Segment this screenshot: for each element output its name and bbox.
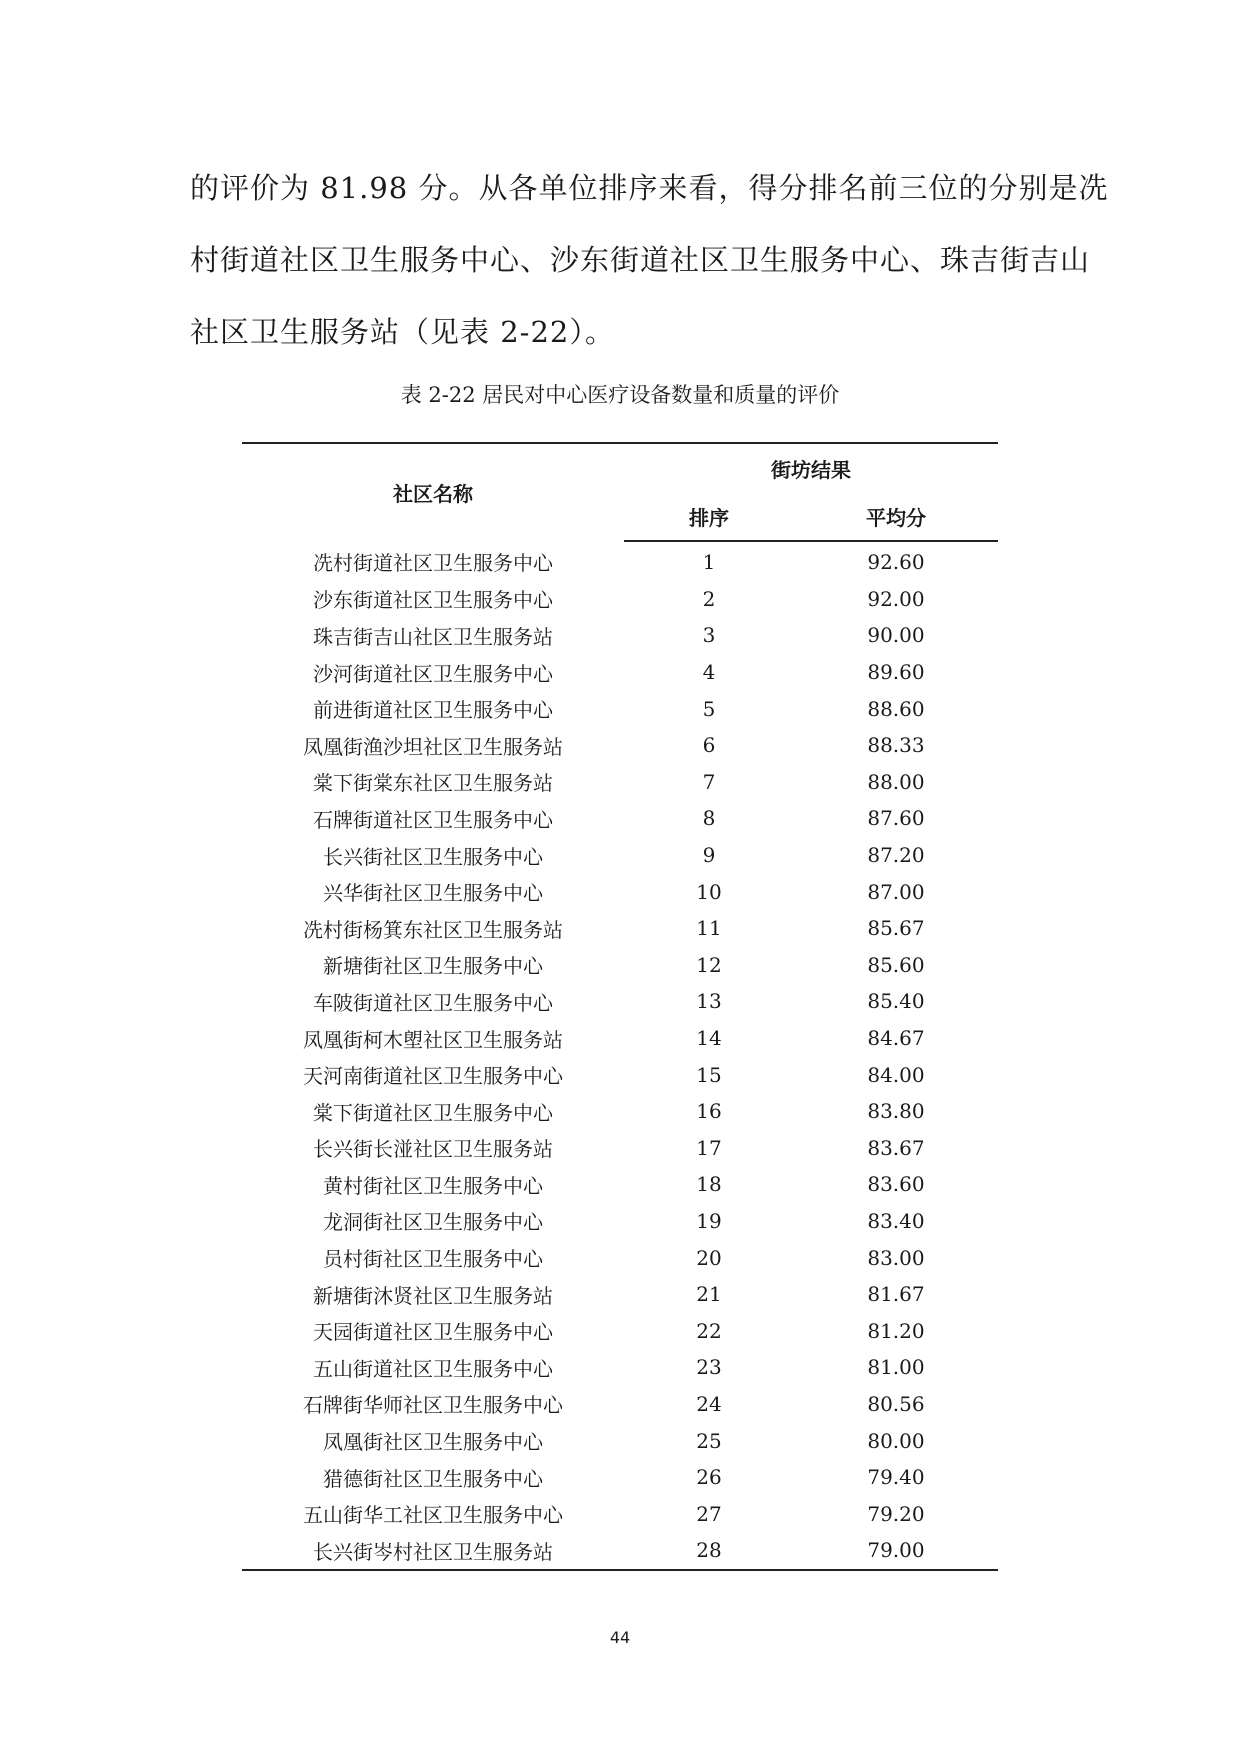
community-name-cell: 兴华街社区卫生服务中心	[323, 881, 543, 906]
rank-cell: 1	[702, 550, 716, 575]
table-row	[242, 1386, 998, 1423]
community-name-cell: 棠下街道社区卫生服务中心	[313, 1100, 553, 1125]
table-row	[242, 1422, 998, 1459]
community-name-cell: 龙洞街社区卫生服务中心	[323, 1210, 543, 1235]
rank-cell: 22	[696, 1318, 722, 1343]
table-row	[242, 1020, 998, 1057]
rank-cell: 4	[702, 660, 716, 685]
community-name-cell: 冼村街杨箕东社区卫生服务站	[303, 917, 563, 942]
rank-cell: 2	[702, 586, 716, 611]
rank-cell: 17	[696, 1135, 722, 1160]
community-name-cell: 沙河街道社区卫生服务中心	[313, 661, 553, 686]
table-row	[242, 1130, 998, 1167]
rank-cell: 8	[702, 806, 716, 831]
average-score-cell: 83.00	[867, 1245, 925, 1270]
community-name-cell: 新塘街沐贤社区卫生服务站	[313, 1283, 553, 1308]
rank-cell: 25	[696, 1428, 722, 1453]
average-score-cell: 88.00	[867, 769, 925, 794]
average-score-cell: 88.33	[867, 733, 925, 758]
average-score-cell: 83.60	[867, 1172, 925, 1197]
community-name-cell: 长兴街岑村社区卫生服务站	[313, 1539, 553, 1564]
rank-cell: 20	[696, 1245, 722, 1270]
table-row	[242, 1093, 998, 1130]
rank-cell: 9	[702, 843, 716, 868]
average-score-cell: 79.40	[867, 1465, 925, 1490]
table-row	[242, 764, 998, 801]
community-name-cell: 凤凰街社区卫生服务中心	[323, 1430, 543, 1455]
average-score-cell: 88.60	[867, 696, 925, 721]
evaluation-table-container	[242, 442, 998, 1571]
community-name-cell: 天园街道社区卫生服务中心	[313, 1320, 553, 1345]
rank-cell: 6	[702, 733, 716, 758]
community-name-cell: 长兴街长湴社区卫生服务站	[313, 1137, 553, 1162]
table-row	[242, 910, 998, 947]
rank-cell: 12	[696, 952, 722, 977]
table-row	[242, 1056, 998, 1093]
header-average-score: 平均分	[794, 492, 998, 541]
community-name-cell: 凤凰街柯木塱社区卫生服务站	[303, 1027, 563, 1052]
table-row	[242, 947, 998, 984]
average-score-cell: 85.67	[867, 916, 925, 941]
community-name-cell: 冼村街道社区卫生服务中心	[313, 551, 553, 576]
table-row	[242, 1349, 998, 1386]
rank-cell: 26	[696, 1465, 722, 1490]
table-row	[242, 541, 998, 581]
rank-cell: 7	[702, 769, 716, 794]
community-name-cell: 前进街道社区卫生服务中心	[313, 698, 553, 723]
average-score-cell: 90.00	[867, 623, 925, 648]
average-score-cell: 87.00	[867, 879, 925, 904]
community-name-cell: 棠下街棠东社区卫生服务站	[313, 771, 553, 796]
table-row	[242, 837, 998, 874]
table-row	[242, 1312, 998, 1349]
paragraph-line: 村街道社区卫生服务中心、沙东街道社区卫生服务中心、珠吉街吉山	[190, 243, 1091, 277]
paragraph-line: 社区卫生服务站（见表 2-22）。	[190, 315, 615, 349]
community-name-cell: 石牌街华师社区卫生服务中心	[303, 1393, 563, 1418]
community-name-cell: 长兴街社区卫生服务中心	[323, 844, 543, 869]
rank-cell: 3	[702, 623, 716, 648]
average-score-cell: 89.60	[867, 660, 925, 685]
average-score-cell: 83.67	[867, 1135, 925, 1160]
table-row	[242, 1495, 998, 1532]
table-row	[242, 873, 998, 910]
paragraph-line: 的评价为 81.98 分。从各单位排序来看，得分排名前三位的分别是冼	[190, 171, 1109, 205]
table-row	[242, 1532, 998, 1570]
table-row	[242, 690, 998, 727]
average-score-cell: 87.60	[867, 806, 925, 831]
community-name-cell: 车陂街道社区卫生服务中心	[313, 990, 553, 1015]
average-score-cell: 79.00	[867, 1538, 925, 1563]
table-row	[242, 1276, 998, 1313]
rank-cell: 18	[696, 1172, 722, 1197]
table-row	[242, 800, 998, 837]
average-score-cell: 81.67	[867, 1282, 925, 1307]
rank-cell: 24	[696, 1391, 722, 1416]
body-paragraph	[190, 152, 1109, 368]
community-name-cell: 石牌街道社区卫生服务中心	[313, 807, 553, 832]
header-community-name: 社区名称	[393, 482, 473, 506]
table-row	[242, 1239, 998, 1276]
rank-cell: 15	[696, 1062, 722, 1087]
average-score-cell: 87.20	[867, 843, 925, 868]
header-street-results: 街坊结果	[771, 457, 851, 482]
rank-cell: 11	[696, 916, 722, 941]
table-caption: 表 2-22 居民对中心医疗设备数量和质量的评价	[400, 383, 840, 407]
average-score-cell: 92.60	[867, 550, 925, 575]
rank-cell: 14	[696, 1026, 722, 1051]
average-score-cell: 83.80	[867, 1099, 925, 1124]
average-score-cell: 85.40	[867, 989, 925, 1014]
community-name-cell: 天河南街道社区卫生服务中心	[303, 1064, 563, 1089]
page-number: 44	[609, 1628, 631, 1647]
community-name-cell: 猎德街社区卫生服务中心	[323, 1466, 543, 1491]
evaluation-table	[242, 442, 998, 1571]
community-name-cell: 珠吉街吉山社区卫生服务站	[313, 624, 553, 649]
rank-cell: 5	[702, 696, 716, 721]
rank-cell: 13	[696, 989, 722, 1014]
average-score-cell: 80.00	[867, 1428, 925, 1453]
average-score-cell: 85.60	[867, 952, 925, 977]
table-body	[242, 541, 998, 1570]
table-row	[242, 617, 998, 654]
average-score-cell: 80.56	[867, 1391, 925, 1416]
table-row	[242, 1166, 998, 1203]
average-score-cell: 92.00	[867, 586, 925, 611]
rank-cell: 23	[696, 1355, 722, 1380]
community-name-cell: 沙东街道社区卫生服务中心	[313, 588, 553, 613]
average-score-cell: 81.20	[867, 1318, 925, 1343]
rank-cell: 27	[696, 1501, 722, 1526]
rank-cell: 28	[696, 1538, 722, 1563]
table-row	[242, 1203, 998, 1240]
table-row	[242, 727, 998, 764]
average-score-cell: 79.20	[867, 1501, 925, 1526]
community-name-cell: 凤凰街渔沙坦社区卫生服务站	[303, 734, 563, 759]
header-rank: 排序	[624, 492, 794, 541]
average-score-cell: 83.40	[867, 1208, 925, 1233]
table-row	[242, 581, 998, 618]
rank-cell: 16	[696, 1099, 722, 1124]
rank-cell: 10	[696, 879, 722, 904]
community-name-cell: 员村街社区卫生服务中心	[323, 1247, 543, 1272]
average-score-cell: 84.00	[867, 1062, 925, 1087]
average-score-cell: 81.00	[867, 1355, 925, 1380]
rank-cell: 19	[696, 1208, 722, 1233]
community-name-cell: 新塘街社区卫生服务中心	[323, 954, 543, 979]
average-score-cell: 84.67	[867, 1026, 925, 1051]
community-name-cell: 五山街道社区卫生服务中心	[313, 1356, 553, 1381]
community-name-cell: 黄村街社区卫生服务中心	[323, 1173, 543, 1198]
table-row	[242, 1459, 998, 1496]
community-name-cell: 五山街华工社区卫生服务中心	[303, 1503, 563, 1528]
rank-cell: 21	[696, 1282, 722, 1307]
table-row	[242, 654, 998, 691]
table-row	[242, 983, 998, 1020]
